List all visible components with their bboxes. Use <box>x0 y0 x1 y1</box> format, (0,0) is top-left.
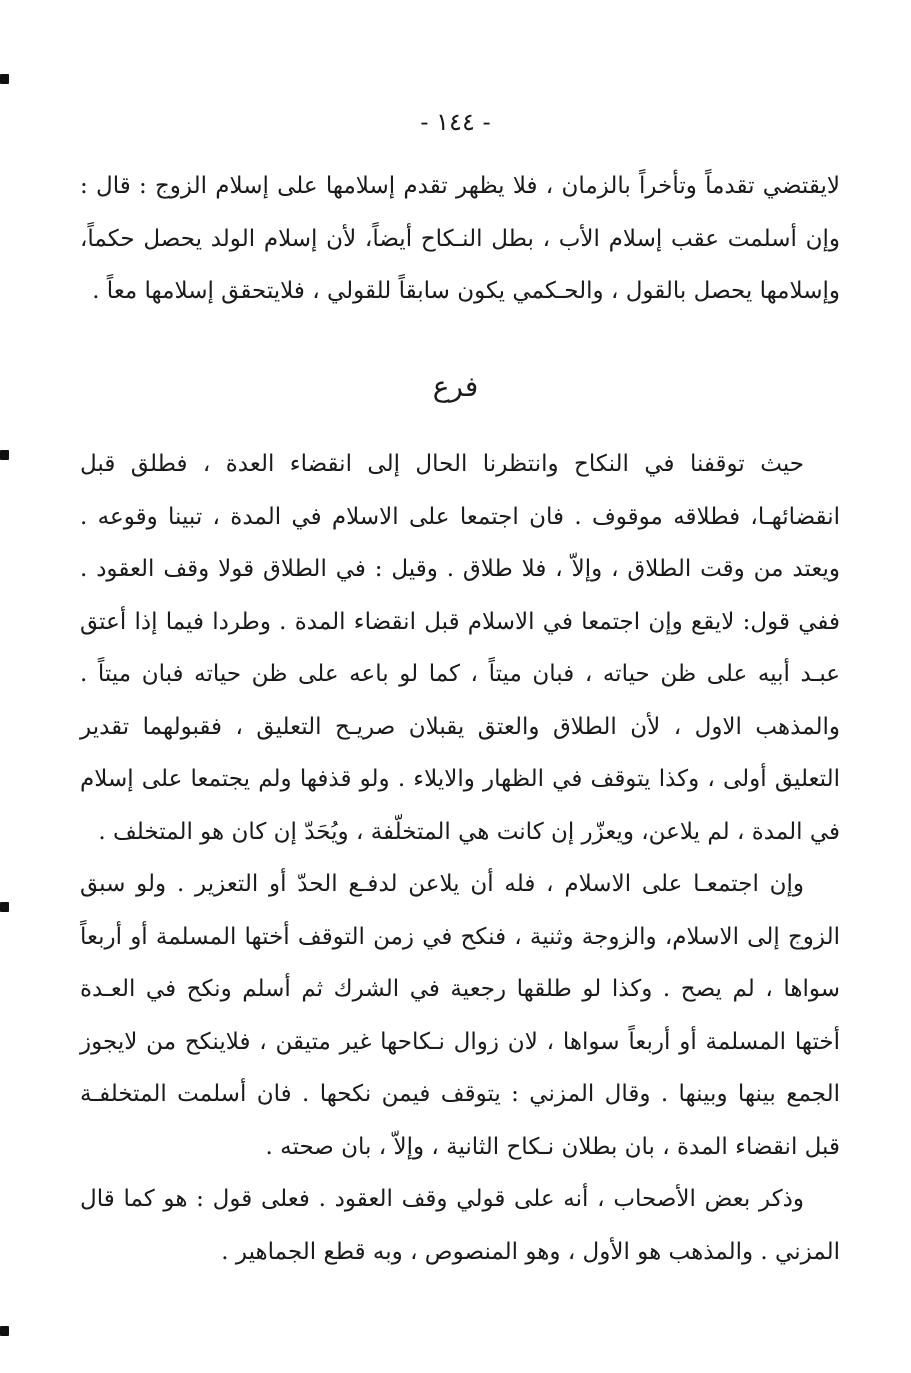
section-heading: فرع <box>432 370 479 403</box>
paragraph-1: لايقتضي تقدماً وتأخراً بالزمان ، فلا يظهر تقدم إسلامها على إسلام الزوج : قال : وإن أسلمت عقب إسلام الأب ، بطل النـكاح أيضاً، لأن إسلام الولد يحصل حكماً، وإسلامها يحصل بالقول ، والحـكمي يكون سابقاً للقولي ، فلايتحقق إسلامها معاً . <box>80 173 840 304</box>
body-text-block <box>80 438 840 1278</box>
scan-mark-3 <box>0 902 9 912</box>
paragraph-3: وإن اجتمعـا على الاسلام ، فله أن يلاعن لدفـع الحدّ أو التعزير . ولو سبق الزوج إلى الاسلام، والزوجة وثنية ، فنكح في زمن التوقف أختها المسلمة أو أربعاً سواها ، لم يصح . وكذا لو طلقها رجعية في الشرك ثم أسلم ونكح في العـدة أختها المسلمة أو أربعاً سواها ، لان زوال نـكاحها غير متيقن ، فلاينكح من لايجوز الجمع بينها وبينها . وقال المزني : يتوقف فيمن نكحها . فان أسلمت المتخلفـة قبل انقضاء المدة ، بان بطلان نـكاح الثانية ، وإلاّ ، بان صحته . <box>80 871 840 1160</box>
scan-mark-4 <box>0 1326 9 1336</box>
scan-mark-2 <box>0 450 9 460</box>
paragraph-2: حيث توقفنا في النكاح وانتظرنا الحال إلى انقضاء العدة ، فطلق قبل انقضائهـا، فطلاقه موقوف . فان اجتمعا على الاسلام في المدة ، تبينا وقوعه . ويعتد من وقت الطلاق ، وإلاّ ، فلا طلاق . وقيل : في الطلاق قولا وقف العقود . ففي قول: لايقع وإن اجتمعا في الاسلام قبل انقضاء المدة . وطردا فيما إذا أعتق عبـد أبيه على ظن حياته ، فبان ميتاً ، كما لو باعه على ظن حياته فبان ميتاً . والمذهب الاول ، لأن الطلاق والعتق يقبلان صريـح التعليق ، فقبولهما تقدير التعليق أولى ، وكذا يتوقف في الظهار والايلاء . ولو قذفها ولم يجتمعا على إسلام في المدة ، لم يلاعن، ويعزّر إن كانت هي المتخلّفة ، ويُحَدّ إن كان هو المتخلف . <box>80 451 840 845</box>
paragraph-1-block <box>80 160 840 318</box>
page-number: - ١٤٤ - <box>420 108 491 136</box>
scan-mark-1 <box>0 74 9 84</box>
paragraph-4: وذكر بعض الأصحاب ، أنه على قولي وقف العقود . فعلى قول : هو كما قال المزني . والمذهب هو الأول ، وهو المنصوص ، وبه قطع الجماهير . <box>80 1186 840 1265</box>
